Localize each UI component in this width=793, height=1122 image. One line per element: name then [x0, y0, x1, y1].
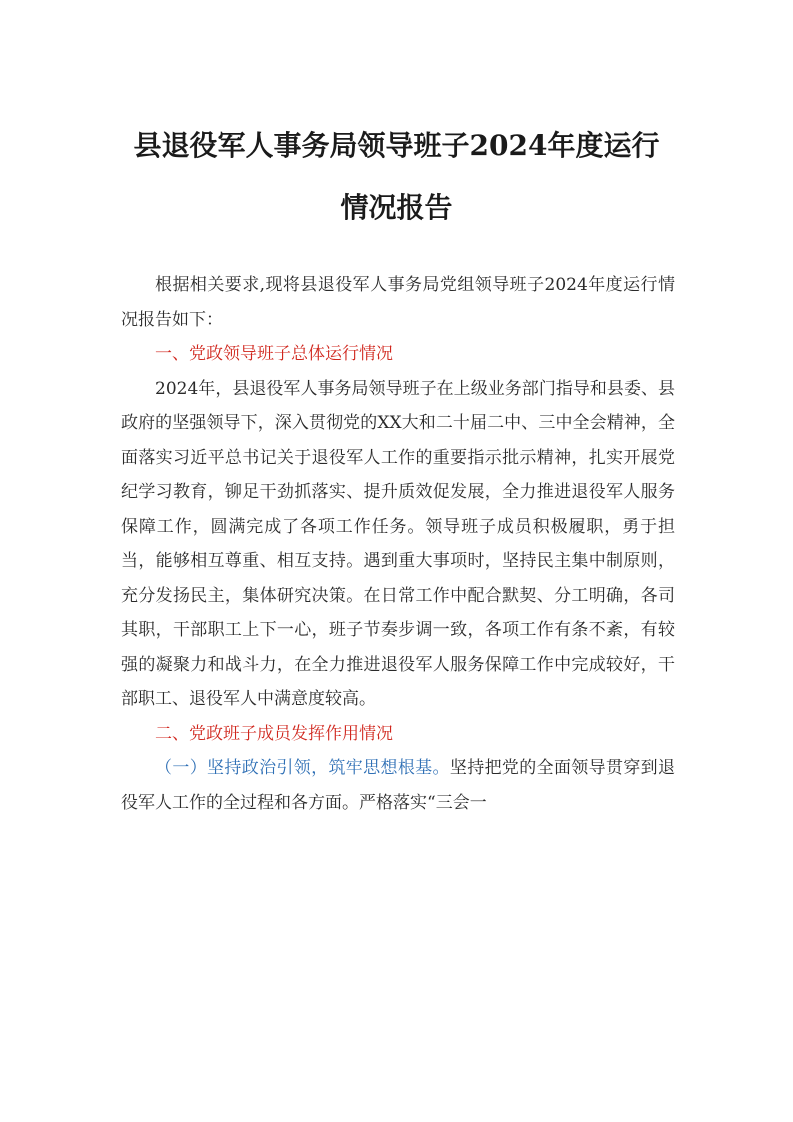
section2-paragraph-text: 坚持把党的全面领导贯穿到退役军人工作的全过程和各方面。严格落实“三会一 — [121, 758, 676, 813]
document-body — [121, 268, 675, 820]
document-title-line1: 县退役军人事务局领导班子2024年度运行 — [133, 129, 660, 162]
section2-sub-heading: （一）坚持政治引领，筑牢思想根基。 — [155, 758, 450, 778]
document-title-line2: 情况报告 — [340, 191, 453, 224]
section2-heading: 二、党政班子成员发挥作用情况 — [155, 723, 393, 744]
section2-paragraph — [121, 751, 675, 820]
section1-heading: 一、党政领导班子总体运行情况 — [155, 344, 393, 364]
intro-paragraph: 根据相关要求,现将县退役军人事务局党组领导班子2024年度运行情况报告如下： — [121, 275, 675, 330]
section1-paragraph: 2024年，县退役军人事务局领导班子在上级业务部门指导和县委、县政府的坚强领导下，深入贯彻党的XX大和二十届二中、三中全会精神，全面落实习近平总书记关于退役军人工作的重要指示批示精神，扎实开展党纪学习教育，铆足干劲抓落实、提升质效促发展，全力推进退役军人服务保障工作，圆满完成了各项工作任务。领导班子成员积极履职，勇于担当，能够相互尊重、相互支持。遇到重大事项时，坚持民主集中制原则，充分发扬民主，集体研究决策。在日常工作中配合默契、分工明确，各司其职，干部职工上下一心，班子节奏步调一致，各项工作有条不紊，有较强的凝聚力和战斗力，在全力推进退役军人服务保障工作中完成较好，干部职工、退役军人中满意度较高。 — [121, 378, 675, 709]
